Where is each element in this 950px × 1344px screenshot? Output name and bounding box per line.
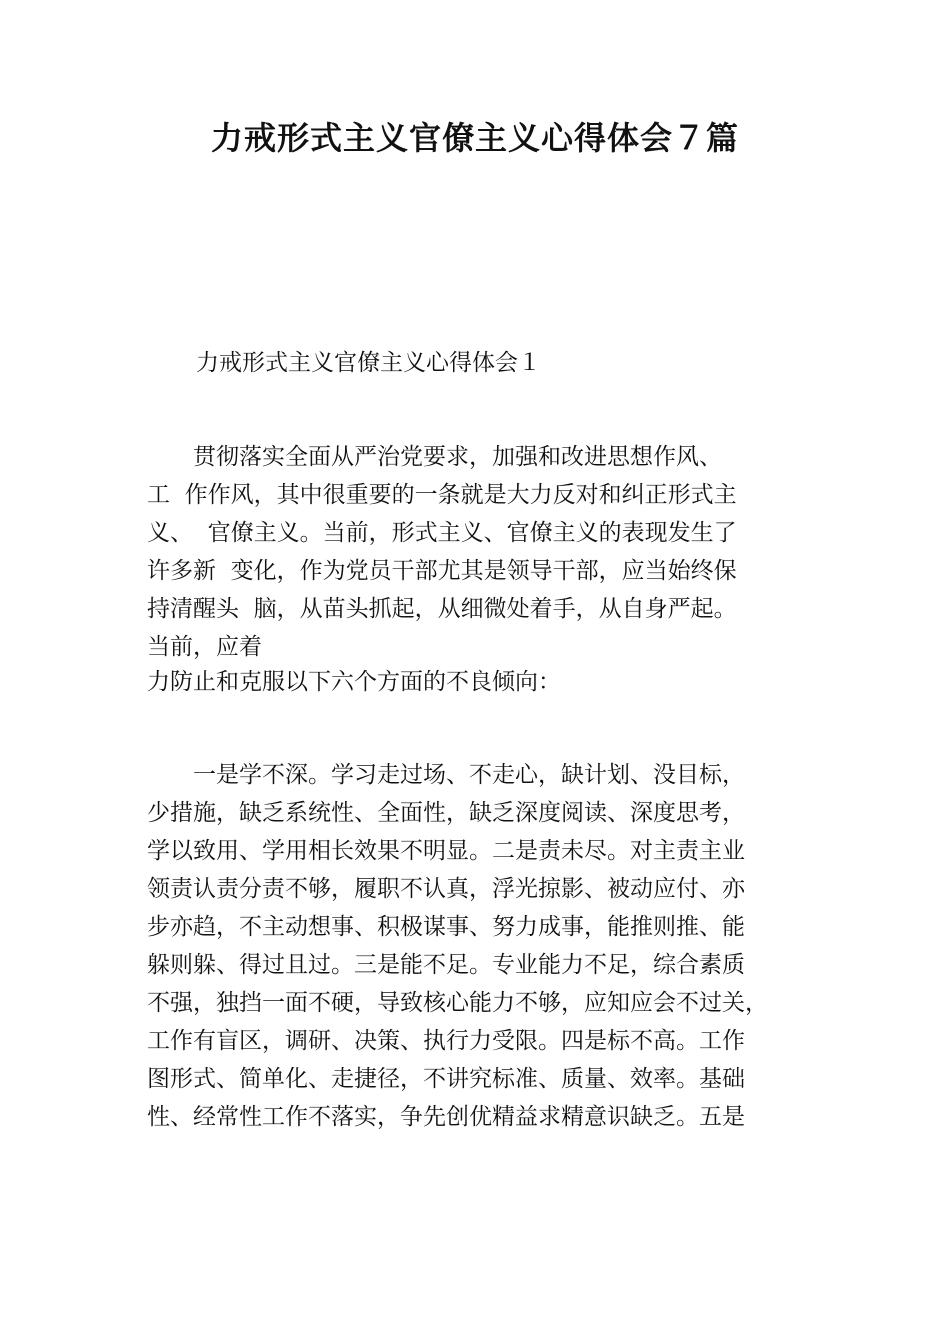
paragraph-2-line: 图形式、简单化、走捷径，不讲究标准、质量、效率。基础: [147, 1066, 745, 1092]
paragraph-1-line: 贯彻落实全面从严治党要求，加强和改进思想作风、: [147, 444, 722, 470]
section-heading: 力戒形式主义官僚主义心得体会１: [196, 350, 541, 376]
paragraph-1-line: 许多新 变化，作为党员干部尤其是领导干部，应当始终保: [147, 558, 737, 584]
paragraph-1-line: 工 作作风，其中很重要的一条就是大力反对和纠正形式主: [147, 482, 737, 508]
paragraph-2-line: 少措施，缺乏系统性、全面性，缺乏深度阅读、深度思考，: [147, 800, 745, 826]
paragraph-2-line: 工作有盲区，调研、决策、执行力受限。四是标不高。工作: [147, 1028, 745, 1054]
paragraph-2-line: 领责认责分责不够，履职不认真，浮光掠影、被动应付、亦: [147, 876, 745, 902]
paragraph-2-line: 步亦趋，不主动想事、积极谋事、努力成事，能推则推、能: [147, 914, 745, 940]
document-title: 力戒形式主义官僚主义心得体会７篇: [210, 119, 739, 157]
paragraph-2-line: 性、经常性工作不落实，争先创优精益求精意识缺乏。五是: [147, 1104, 745, 1130]
paragraph-2-line: 不强，独挡一面不硬，导致核心能力不够，应知应会不过关，: [147, 990, 768, 1016]
paragraph-2-line: 学以致用、学用相长效果不明显。二是责未尽。对主责主业: [147, 838, 745, 864]
paragraph-2-line: 躲则躲、得过且过。三是能不足。专业能力不足，综合素质: [147, 952, 745, 978]
paragraph-2-line: 一是学不深。学习走过场、不走心，缺计划、没目标，: [147, 762, 745, 788]
paragraph-1-line: 力防止和克服以下六个方面的不良倾向：: [147, 669, 561, 695]
paragraph-1-line: 持清醒头 脑，从苗头抓起，从细微处着手，从自身严起。: [147, 596, 737, 622]
paragraph-1-line: 义、 官僚主义。当前，形式主义、官僚主义的表现发生了: [147, 520, 737, 546]
paragraph-1-line: 当前，应着: [147, 634, 262, 660]
